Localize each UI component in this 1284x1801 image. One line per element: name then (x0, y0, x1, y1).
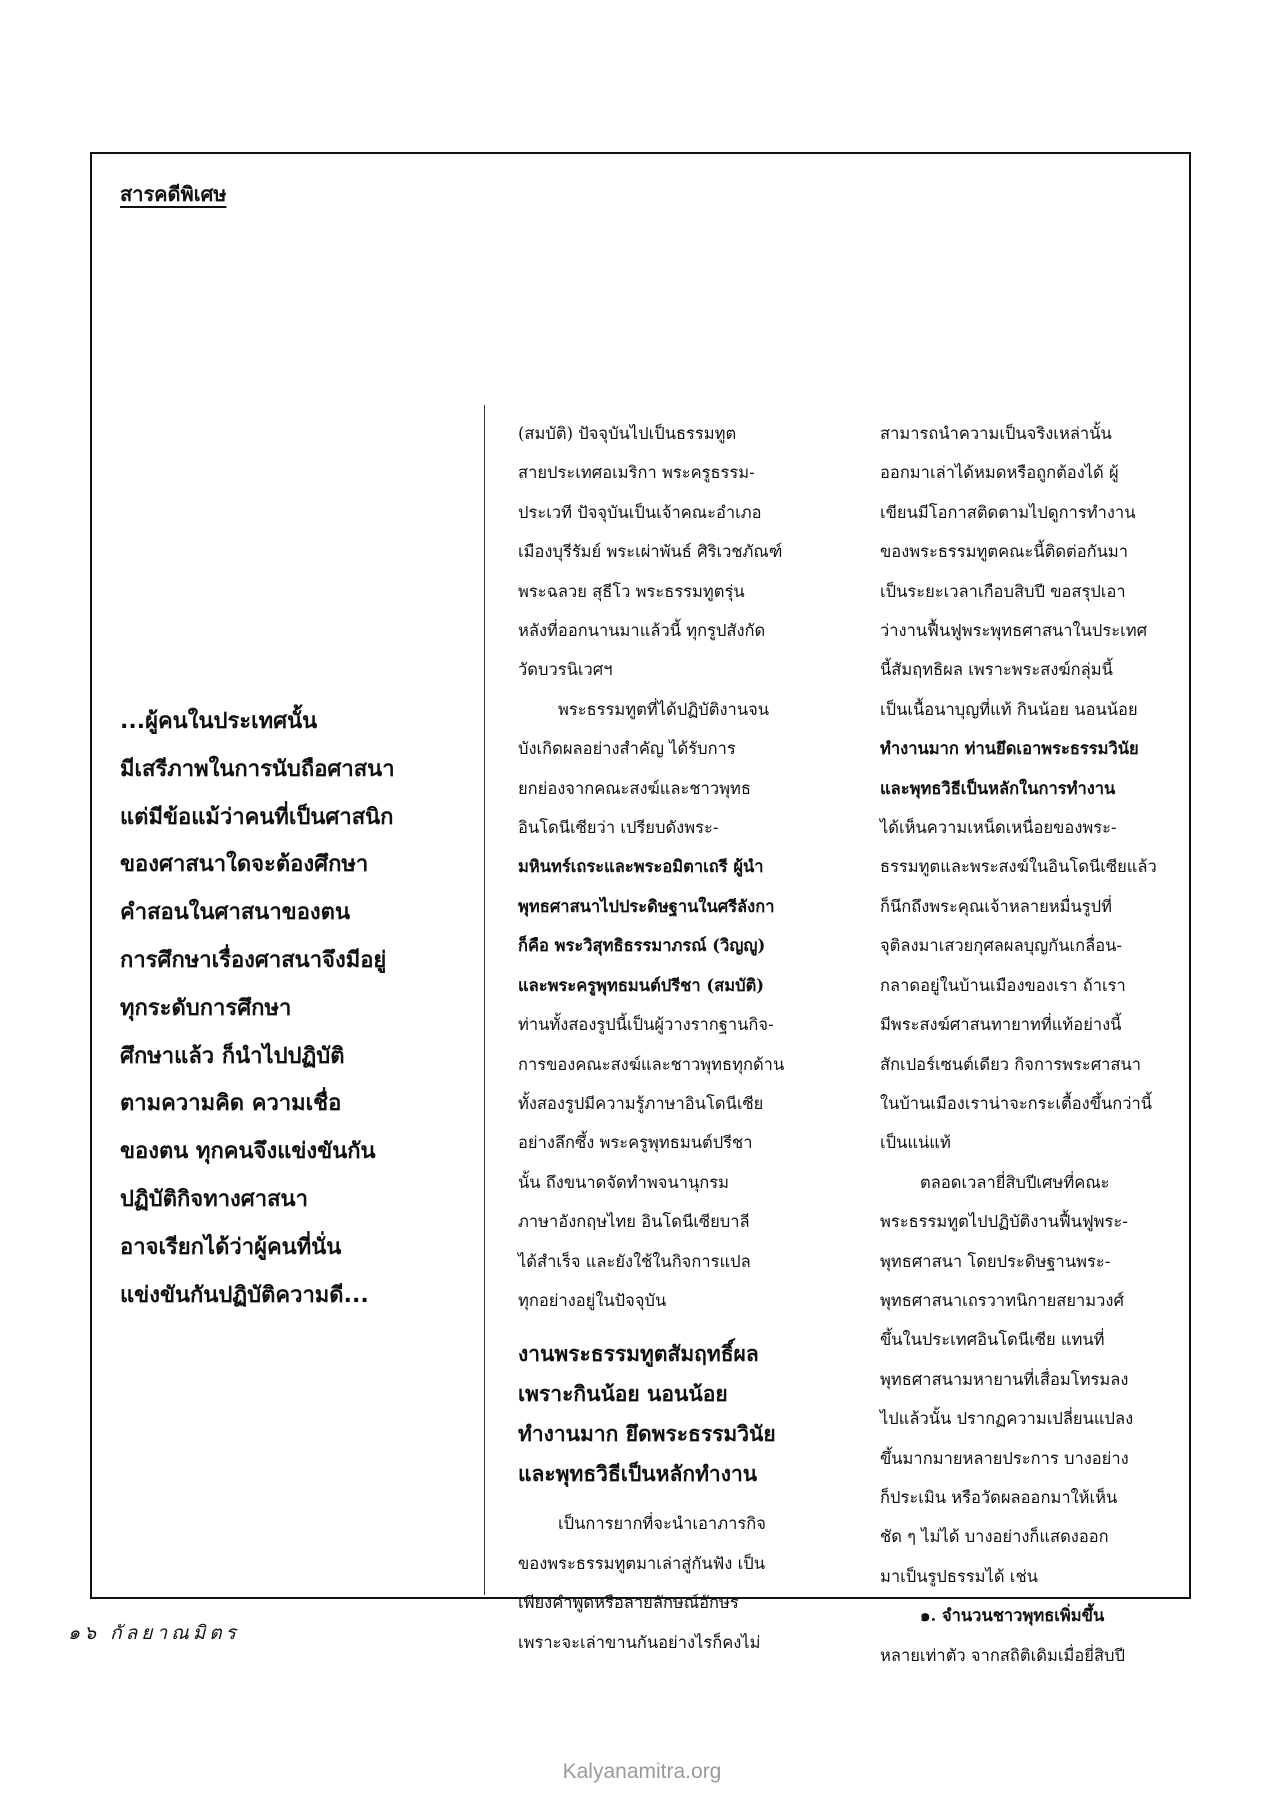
pull-quote-line: แต่มีข้อแม้ว่าคนที่เป็นศาสนิก (120, 804, 394, 830)
body-line: มหินทร์เถระและพระอมิตาเถรี ผู้นำ (518, 857, 764, 877)
body-line: เขียนมีโอกาสติดตามไปดูการทำงาน (880, 502, 1136, 522)
body-line: พระฉลวย สุธีโว พระธรรมทูตรุ่น (518, 581, 745, 601)
body-line: อินโดนีเซียว่า เปรียบดังพระ- (518, 818, 719, 838)
body-line: เป็นเนื้อนาบุญที่แท้ กินน้อย นอนน้อย (880, 699, 1138, 719)
pull-quote-line: การศึกษาเรื่องศาสนาจึงมีอยู่ (120, 947, 387, 973)
section-label: สารคดีพิเศษ (120, 182, 227, 206)
body-line: ในบ้านเมืองเราน่าจะกระเตื้องขึ้นกว่านี้ (880, 1093, 1153, 1113)
body-line: ท่านทั้งสองรูปนี้เป็นผู้วางรากฐานกิจ- (518, 1015, 774, 1035)
body-line: จุติลงมาเสวยกุศลผลบุญกันเกลื่อน- (880, 936, 1122, 956)
pull-quote-line: ปฏิบัติกิจทางศาสนา (120, 1186, 308, 1212)
body-line: อย่างลึกซึ้ง พระครูพุทธมนต์ปรีชา (518, 1133, 753, 1153)
body-line: สามารถนำความเป็นจริงเหล่านั้น (880, 424, 1112, 443)
body-line: เมืองบุรีรัมย์ พระเผ่าพันธ์ ศิริเวชภัณฑ์ (518, 542, 783, 562)
heading-line: และพุทธวิธีเป็นหลักทำงาน (518, 1462, 758, 1487)
body-line: ออกมาเล่าได้หมดหรือถูกต้องได้ ผู้ (880, 463, 1119, 483)
body-line: ของพระธรรมทูตคณะนี้ติดต่อกันมา (880, 542, 1129, 562)
body-line: บังเกิดผลอย่างสำคัญ ได้รับการ (518, 739, 736, 759)
body-line: วัดบวรนิเวศฯ (518, 660, 613, 680)
body-line: มาเป็นรูปธรรมได้ เช่น (880, 1566, 1038, 1586)
body-line: พุทธศาสนา โดยประดิษฐานพระ- (880, 1251, 1111, 1271)
body-line: สักเปอร์เซนต์เดียว กิจการพระศาสนา (880, 1054, 1142, 1074)
body-line: ก็คือ พระวิสุทธิธรรมาภรณ์ (วิญญู) (518, 936, 766, 956)
body-line: มีพระสงฆ์ศาสนทายาทที่แท้อย่างนี้ (880, 1015, 1122, 1035)
pull-quote-line: ของศาสนาใดจะต้องศึกษา (120, 852, 369, 878)
heading-line: เพราะกินน้อย นอนน้อย (518, 1382, 728, 1407)
body-line: ทั้งสองรูปมีความรู้ภาษาอินโดนีเซีย (518, 1093, 764, 1113)
body-line: พุทธศาสนาไปประดิษฐานในศรีลังกา (518, 896, 775, 916)
column-divider (484, 405, 485, 1595)
body-line: เป็นแน่แท้ (880, 1133, 951, 1153)
body-line: พระธรรมทูตไปปฏิบัติงานฟื้นฟูพระ- (880, 1212, 1128, 1232)
middle-column (518, 414, 836, 1662)
body-line: เป็นระยะเวลาเกือบสิบปี ขอสรุปเอา (880, 581, 1126, 601)
section-heading (518, 1334, 836, 1494)
body-line: ตลอดเวลายี่สิบปีเศษที่คณะ (920, 1172, 1110, 1192)
body-line: ขึ้นมากมายหลายประการ บางอย่าง (880, 1448, 1129, 1468)
pull-quote-line: ...ผู้คนในประเทศนั้น (120, 709, 318, 734)
body-line: ขึ้นในประเทศอินโดนีเซีย แทนที่ (880, 1330, 1105, 1350)
pull-quote-line: ศึกษาแล้ว ก็นำไปปฏิบัติ (120, 1043, 345, 1069)
body-line: ก็นึกถึงพระคุณเจ้าหลายหมื่นรูปที่ (880, 896, 1112, 916)
body-line: ยกย่องจากคณะสงฆ์และชาวพุทธ (518, 778, 751, 798)
pull-quote-line: มีเสรีภาพในการนับถือศาสนา (120, 756, 395, 782)
page-footer: ๑๖ กัลยาณมิตร (68, 1622, 240, 1644)
body-line: ชัด ๆ ไม่ได้ บางอย่างก็แสดงออก (880, 1527, 1109, 1547)
pull-quote-line: แข่งขันกันปฏิบัติความดี... (120, 1282, 369, 1308)
body-line: ว่างานฟื้นฟูพระพุทธศาสนาในประเทศ (880, 621, 1148, 641)
body-line: การของคณะสงฆ์และชาวพุทธทุกด้าน (518, 1054, 785, 1074)
body-line: เพราะจะเล่าขานกันอย่างไรก็คงไม่ (518, 1632, 761, 1652)
body-line: ธรรมทูตและพระสงฆ์ในอินโดนีเซียแล้ว (880, 857, 1157, 877)
body-line: ไปแล้วนั้น ปรากฏความเปลี่ยนแปลง (880, 1409, 1134, 1429)
body-line: หลายเท่าตัว จากสถิติเดิมเมื่อยี่สิบปี (880, 1645, 1125, 1665)
pull-quote-line: คำสอนในศาสนาของตน (120, 900, 350, 926)
body-line: พุทธศาสนามหายานที่เสื่อมโทรมลง (880, 1369, 1129, 1389)
pull-quote-line: ของตน ทุกคนจึงแข่งขันกัน (120, 1139, 376, 1165)
body-line: พุทธศาสนาเถรวาทนิกายสยามวงศ์ (880, 1290, 1124, 1310)
body-line: หลังที่ออกนานมาแล้วนี้ ทุกรูปสังกัด (518, 621, 766, 641)
body-line: ได้สำเร็จ และยังใช้ในกิจการแปล (518, 1251, 751, 1271)
body-line: ๑. จำนวนชาวพุทธเพิ่มขึ้น (920, 1606, 1105, 1626)
body-line: ทุกอย่างอยู่ในปัจจุบัน (518, 1290, 667, 1310)
pull-quote-line: ทุกระดับการศึกษา (120, 995, 292, 1021)
body-line: และพุทธวิธีเป็นหลักในการทำงาน (880, 778, 1116, 798)
body-line: นี้สัมฤทธิผล เพราะพระสงฆ์กลุ่มนี้ (880, 660, 1113, 680)
pull-quote-line: อาจเรียกได้ว่าผู้คนที่นั่น (120, 1234, 342, 1260)
pull-quote (120, 698, 450, 1319)
heading-line: ทำงานมาก ยึดพระธรรมวินัย (518, 1422, 776, 1447)
right-column (880, 414, 1170, 1675)
body-line: และพระครูพุทธมนต์ปรีชา (สมบัติ) (518, 975, 765, 995)
heading-line: งานพระธรรมทูตสัมฤทธิ์ผล (518, 1342, 759, 1367)
body-line: (สมบัติ) ปัจจุบันไปเป็นธรรมทูต (518, 424, 737, 443)
body-line: สายประเทศอเมริกา พระครูธรรม- (518, 463, 755, 483)
body-line: ก็ประเมิน หรือวัดผลออกมาให้เห็น (880, 1487, 1118, 1507)
body-line: เป็นการยากที่จะนำเอาภารกิจ (558, 1514, 766, 1534)
body-line: ทำงานมาก ท่านยึดเอาพระธรรมวินัย (880, 739, 1139, 759)
body-line: ภาษาอังกฤษไทย อินโดนีเซียบาลี (518, 1212, 750, 1232)
body-line: ของพระธรรมทูตมาเล่าสู่กันฟัง เป็น (518, 1553, 765, 1573)
watermark: Kalyanamitra.org (562, 1760, 722, 1783)
body-line: เพียงคำพูดหรือลายลักษณ์อักษร (518, 1593, 739, 1613)
body-line: นั้น ถึงขนาดจัดทำพจนานุกรม (518, 1172, 730, 1192)
body-line: พระธรรมทูตที่ได้ปฏิบัติงานจน (558, 699, 770, 719)
body-line: ประเวที ปัจจุบันเป็นเจ้าคณะอำเภอ (518, 502, 762, 522)
body-line: ได้เห็นความเหน็ดเหนื่อยของพระ- (880, 818, 1117, 838)
pull-quote-line: ตามความคิด ความเชื่อ (120, 1091, 342, 1117)
body-line: กลาดอยู่ในบ้านเมืองของเรา ถ้าเรา (880, 975, 1126, 995)
